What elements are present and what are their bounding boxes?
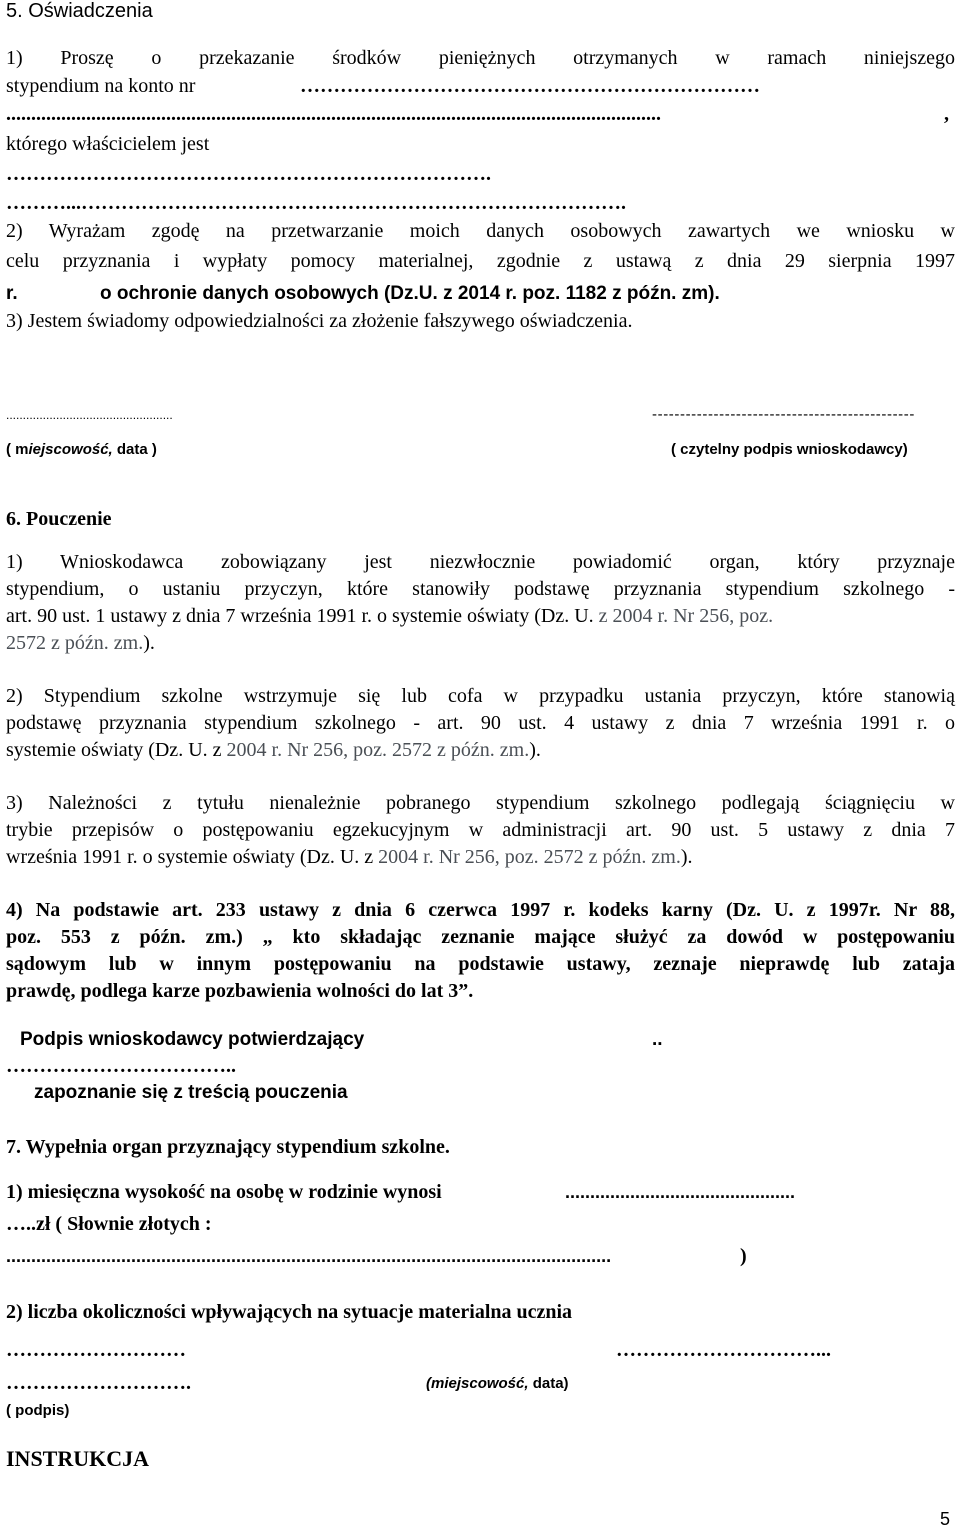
- instruction-4-line-3: sądowym lub w innym postępowaniu na podstawie ustawy, zeznaje nieprawdę lub zataja: [6, 953, 955, 975]
- instruction-4-line-2: poz. 553 z późn. zm.) „ kto składając zeznanie mające służyć za dowód w postępowaniu: [6, 926, 955, 948]
- comma: ,: [944, 103, 949, 125]
- statement-1-owner-label: którego właścicielem jest: [6, 133, 210, 155]
- instruction-4-line-4: prawdę, podlega karze pozbawienia wolności do lat 3”.: [6, 980, 474, 1002]
- confirm-signature-field[interactable]: ……………………………..: [6, 1055, 236, 1077]
- owner-name-field-cont[interactable]: ………...……………………………………………………………………….: [6, 192, 626, 214]
- statement-2-line-3-r: r.: [6, 283, 18, 304]
- monthly-income-label: 1) miesięczna wysokość na osobę w rodzinie wynosi: [6, 1181, 442, 1203]
- circumstances-field-right[interactable]: …………………………...: [616, 1339, 831, 1361]
- owner-name-field[interactable]: ……………………………………………………………….: [6, 163, 491, 185]
- signature-field[interactable]: -----------------------------------------------: [652, 406, 915, 423]
- section-heading-6: 6. Pouczenie: [6, 508, 112, 530]
- page-number: 5: [940, 1509, 951, 1529]
- instruction-heading: INSTRUKCJA: [6, 1446, 150, 1471]
- amount-in-words-label: …..zł ( Słownie złotych :: [6, 1213, 212, 1235]
- statement-1-line-2-label: stypendium na konto nr: [6, 75, 196, 97]
- instruction-3-line-2: trybie przepisów o postępowaniu egzekucyjnym w administracji art. 90 ust. 5 ustawy z dnia 7: [6, 819, 955, 841]
- place-date-label: ( miejscowość, data ): [6, 441, 157, 458]
- monthly-income-field[interactable]: ..............................................: [565, 1182, 796, 1202]
- confirm-signature-label: Podpis wnioskodawcy potwierdzający: [20, 1029, 365, 1050]
- instruction-3-line-1: 3) Należności z tytułu nienależnie pobranego stypendium szkolnego podlegają ściągnięciu w: [6, 792, 955, 814]
- amount-close-paren: ): [740, 1245, 747, 1267]
- sign-label-7: ( podpis): [6, 1402, 70, 1419]
- confirm-label-2: zapoznanie się z treścią pouczenia: [34, 1082, 348, 1103]
- place-date-label-7: (miejscowość, data): [426, 1375, 569, 1392]
- instruction-1-line-4: 2572 z późn. zm.).: [6, 632, 155, 654]
- statement-2-line-3: o ochronie danych osobowych (Dz.U. z 2014 r. poz. 1182 z późn. zm).: [100, 283, 720, 304]
- amount-in-words-field[interactable]: .........................................................................................................................: [6, 1246, 612, 1266]
- circumstances-field-left[interactable]: ………………………: [6, 1339, 186, 1361]
- statement-2-line-1: 2) Wyrażam zgodę na przetwarzanie moich danych osobowych zawartych we wniosku w: [6, 220, 955, 242]
- instruction-1-line-3: art. 90 ust. 1 ustawy z dnia 7 września 1991 r. o systemie oświaty (Dz. U. z 2004 r. Nr 256, poz.: [6, 605, 774, 627]
- instruction-3-line-3: września 1991 r. o systemie oświaty (Dz. U. z 2004 r. Nr 256, poz. 2572 z późn. zm.).: [6, 846, 693, 868]
- account-number-field[interactable]: ……………………………………………………………: [300, 75, 760, 97]
- signature-field-7[interactable]: ……………………….: [6, 1372, 191, 1394]
- confirm-dots-right: ..: [652, 1029, 663, 1050]
- place-date-field[interactable]: ..................................................: [6, 408, 173, 422]
- section-heading-5: 5. Oświadczenia: [6, 0, 153, 22]
- statement-2-line-2: celu przyznania i wypłaty pomocy materialnej, zgodnie z ustawą z dnia 29 sierpnia 1997: [6, 250, 955, 272]
- instruction-1-line-1: 1) Wnioskodawca zobowiązany jest niezwłocznie powiadomić organ, który przyznaje: [6, 551, 955, 573]
- statement-1-line-1: 1) Proszę o przekazanie środków pieniężnych otrzymanych w ramach niniejszego: [6, 47, 955, 69]
- account-number-field-cont[interactable]: ...................................................................................................................................: [6, 103, 661, 125]
- instruction-1-line-2: stypendium, o ustaniu przyczyn, które stanowiły podstawę przyznania stypendium szkolnego -: [6, 578, 955, 600]
- circumstances-count-label: 2) liczba okoliczności wpływających na sytuacje materialna ucznia: [6, 1301, 573, 1323]
- section-heading-7: 7. Wypełnia organ przyznający stypendium szkolne.: [6, 1136, 450, 1158]
- instruction-4-line-1: 4) Na podstawie art. 233 ustawy z dnia 6 czerwca 1997 r. kodeks karny (Dz. U. z 1997r. Nr 88,: [6, 899, 955, 921]
- instruction-2-line-3: systemie oświaty (Dz. U. z 2004 r. Nr 256, poz. 2572 z późn. zm.).: [6, 739, 541, 761]
- instruction-2-line-1: 2) Stypendium szkolne wstrzymuje się lub cofa w przypadku ustania przyczyn, które stanowią: [6, 685, 955, 707]
- instruction-2-line-2: podstawę przyznania stypendium szkolnego - art. 90 ust. 4 ustawy z dnia 7 września 1991 r. o: [6, 712, 955, 734]
- signature-label: ( czytelny podpis wnioskodawcy): [671, 441, 908, 458]
- statement-3: 3) Jestem świadomy odpowiedzialności za złożenie fałszywego oświadczenia.: [6, 310, 633, 332]
